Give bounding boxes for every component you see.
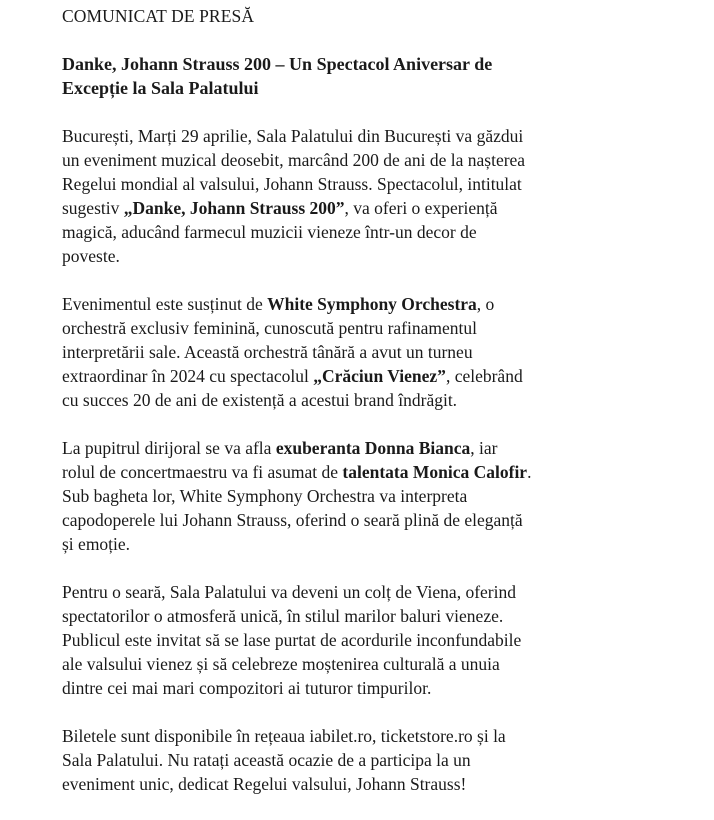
text-line: spectatorilor o atmosferă unică, în stilul marilor baluri vieneze. (62, 606, 504, 626)
concertmaster-name-bold: talentata Monica Calofir (342, 462, 528, 482)
text-line: ale valsului vienez și să celebreze moștenirea culturală a unuia (62, 654, 500, 674)
press-release-label: COMUNICAT DE PRESĂ (62, 6, 255, 26)
text-line: și emoție. (62, 534, 131, 554)
text-line: magică, aducând farmecul muzicii vieneze într-un decor de (62, 222, 477, 242)
paragraph-atmosphere (62, 580, 702, 700)
text-line (62, 196, 702, 220)
paragraph-orchestra (62, 292, 702, 412)
text-line: Regelui mondial al valsului, Johann Strauss. Spectacolul, intitulat (62, 174, 522, 194)
paragraph-tickets (62, 724, 702, 796)
show-title-bold: „Danke, Johann Strauss 200” (123, 198, 345, 218)
text-run: extraordinar în 2024 cu spectacolul (62, 366, 314, 386)
text-line: poveste. (62, 246, 120, 266)
headline-line: Danke, Johann Strauss 200 – Un Spectacol Aniversar de (62, 54, 493, 74)
text-line: orchestră exclusiv feminină, cunoscută pentru rafinamentul (62, 318, 477, 338)
show-name-bold: „Crăciun Vienez” (313, 366, 446, 386)
text-line: dintre cei mai mari compozitori ai tuturor timpurilor. (62, 678, 432, 698)
text-line (62, 460, 702, 484)
document-page (62, 4, 702, 820)
paragraph-intro (62, 124, 702, 268)
text-run: , o (476, 294, 495, 314)
text-line (62, 292, 702, 316)
paragraph-conductor (62, 436, 702, 556)
text-line: Sub bagheta lor, White Symphony Orchestra va interpreta (62, 486, 468, 506)
text-run: , celebrând (445, 366, 523, 386)
headline-line: Excepție la Sala Palatului (62, 78, 259, 98)
text-line (62, 436, 702, 460)
text-run: , iar (470, 438, 498, 458)
text-line: Sala Palatului. Nu ratați această ocazie de a participa la un (62, 750, 471, 770)
text-line: Pentru o seară, Sala Palatului va deveni un colț de Viena, oferind (62, 582, 516, 602)
text-line: București, Marți 29 aprilie, Sala Palatului din București va găzdui (62, 126, 524, 146)
text-run: rolul de concertmaestru va fi asumat de (62, 462, 343, 482)
text-run: sugestiv (62, 198, 124, 218)
text-line (62, 364, 702, 388)
text-run: , va oferi o experiență (344, 198, 498, 218)
text-line: Biletele sunt disponibile în rețeaua iabilet.ro, ticketstore.ro și la (62, 726, 506, 746)
text-line: eveniment unic, dedicat Regelui valsului, Johann Strauss! (62, 774, 467, 794)
text-run: La pupitrul dirijoral se va afla (62, 438, 276, 458)
text-line: Publicul este invitat să se lase purtat de acordurile inconfundabile (62, 630, 522, 650)
orchestra-name-bold: White Symphony Orchestra (267, 294, 477, 314)
text-line: un eveniment muzical deosebit, marcând 200 de ani de la nașterea (62, 150, 526, 170)
text-line: cu succes 20 de ani de existență a acestui brand îndrăgit. (62, 390, 458, 410)
text-run: . (527, 462, 532, 482)
conductor-name-bold: exuberanta Donna Bianca (275, 438, 471, 458)
text-run: Evenimentul este susținut de (62, 294, 268, 314)
headline (62, 52, 702, 100)
text-line: capodoperele lui Johann Strauss, oferind o seară plină de eleganță (62, 510, 523, 530)
text-line: interpretării sale. Această orchestră tânără a avut un turneu (62, 342, 473, 362)
